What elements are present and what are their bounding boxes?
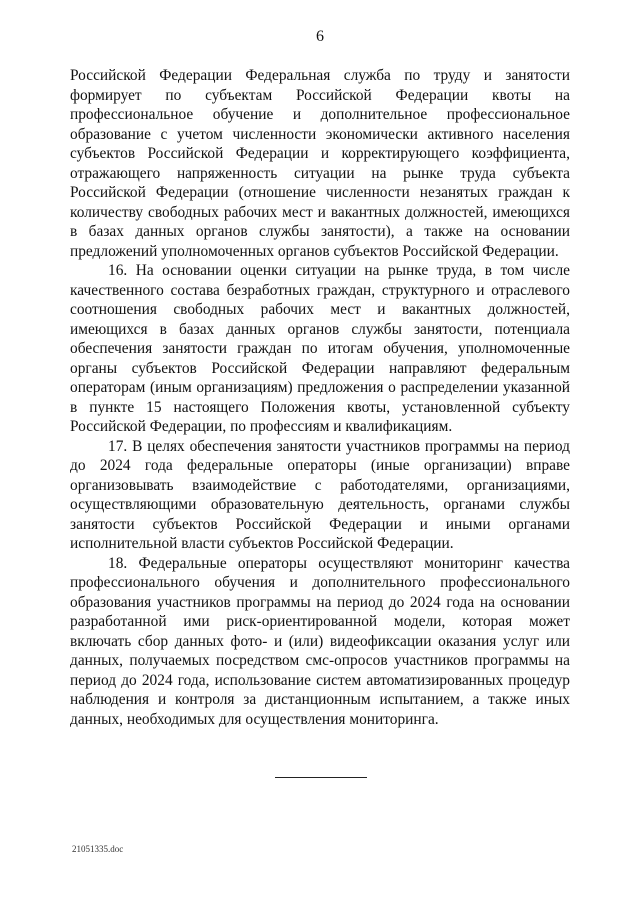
- document-filename: 21051335.doc: [72, 844, 124, 854]
- text-line: наблюдения и контроля за дистанционным испытанием, а также иных: [70, 691, 570, 708]
- text-line: субъектов Российской Федерации и корректирующего коэффициента,: [70, 145, 570, 162]
- text-line: период до 2024 года, использование систем автоматизированных процедур: [70, 671, 570, 689]
- text-line: имеющихся в базах данных органов службы занятости, потенциала: [70, 320, 570, 338]
- text-line: профессиональное обучение и дополнительное профессиональное: [70, 106, 570, 123]
- text-line: количеству свободных рабочих мест и вакантных должностей, имеющихся: [70, 203, 570, 221]
- text-line: Российской Федерации (отношение численности незанятых граждан к: [70, 184, 570, 201]
- text-line: организовывать взаимодействие с работодателями, организациями,: [70, 476, 570, 494]
- text-line: предложений уполномоченных органов субъектов Российской Федерации.: [70, 242, 559, 260]
- text-line: органы субъектов Российской Федерации направляют федеральным: [70, 359, 570, 377]
- text-line: образование с учетом численности экономически активного населения: [70, 125, 570, 143]
- text-line: отражающего напряженность ситуации на рынке труда субъекта: [70, 164, 570, 182]
- page-number: 6: [316, 28, 324, 45]
- text-line: разработанной ими риск-ориентированной модели, которая может: [70, 613, 570, 630]
- paragraph-18: [70, 554, 570, 730]
- text-line: в пункте 15 настоящего Положения квоты, установленной субъекту: [70, 398, 570, 416]
- text-line: формирует по субъектам Российской Федерации квоты на: [70, 86, 570, 104]
- text-line: Российской Федерации Федеральная служба по труду и занятости: [70, 67, 570, 84]
- text-line: исполнительной власти субъектов Российской Федерации.: [70, 535, 454, 552]
- text-line: 17. В целях обеспечения занятости участников программы на период: [108, 437, 570, 455]
- text-line: качественного состава безработных граждан, структурного и отраслевого: [70, 281, 570, 299]
- text-line: операторам (иным организациям) предложения о распределении указанной: [70, 379, 570, 396]
- text-line: 16. На основании оценки ситуации на рынке труда, в том числе: [108, 262, 570, 279]
- text-line: в базах данных органов службы занятости), а также на основании: [70, 223, 570, 240]
- paragraph-17: [70, 437, 570, 554]
- document-body: [70, 66, 570, 729]
- text-line: до 2024 года федеральные операторы (иные организации) вправе: [70, 457, 570, 474]
- text-line: соотношения свободных рабочих мест и вакантных должностей,: [70, 301, 570, 318]
- text-line: данных, получаемых посредством смс-опросов участников программы на: [70, 652, 570, 669]
- text-line: обеспечения занятости граждан по итогам обучения, уполномоченные: [70, 340, 570, 357]
- text-line: 18. Федеральные операторы осуществляют мониторинг качества: [108, 554, 570, 572]
- text-line: включать сбор данных фото- и (или) видеофиксации оказания услуг или: [70, 632, 570, 650]
- text-line: занятости субъектов Российской Федерации и иными органами: [70, 515, 570, 533]
- paragraph-continuation: [70, 66, 570, 261]
- text-line: данных, необходимых для осуществления мониторинга.: [70, 710, 439, 728]
- text-line: осуществляющими образовательную деятельность, органами службы: [70, 496, 570, 513]
- end-separator-line: [275, 777, 367, 778]
- text-line: профессионального обучения и дополнительного профессионального: [70, 574, 570, 591]
- text-line: Российской Федерации, по профессиям и квалификациям.: [70, 418, 453, 435]
- text-line: образования участников программы на период до 2024 года на основании: [70, 593, 570, 611]
- paragraph-16: [70, 261, 570, 437]
